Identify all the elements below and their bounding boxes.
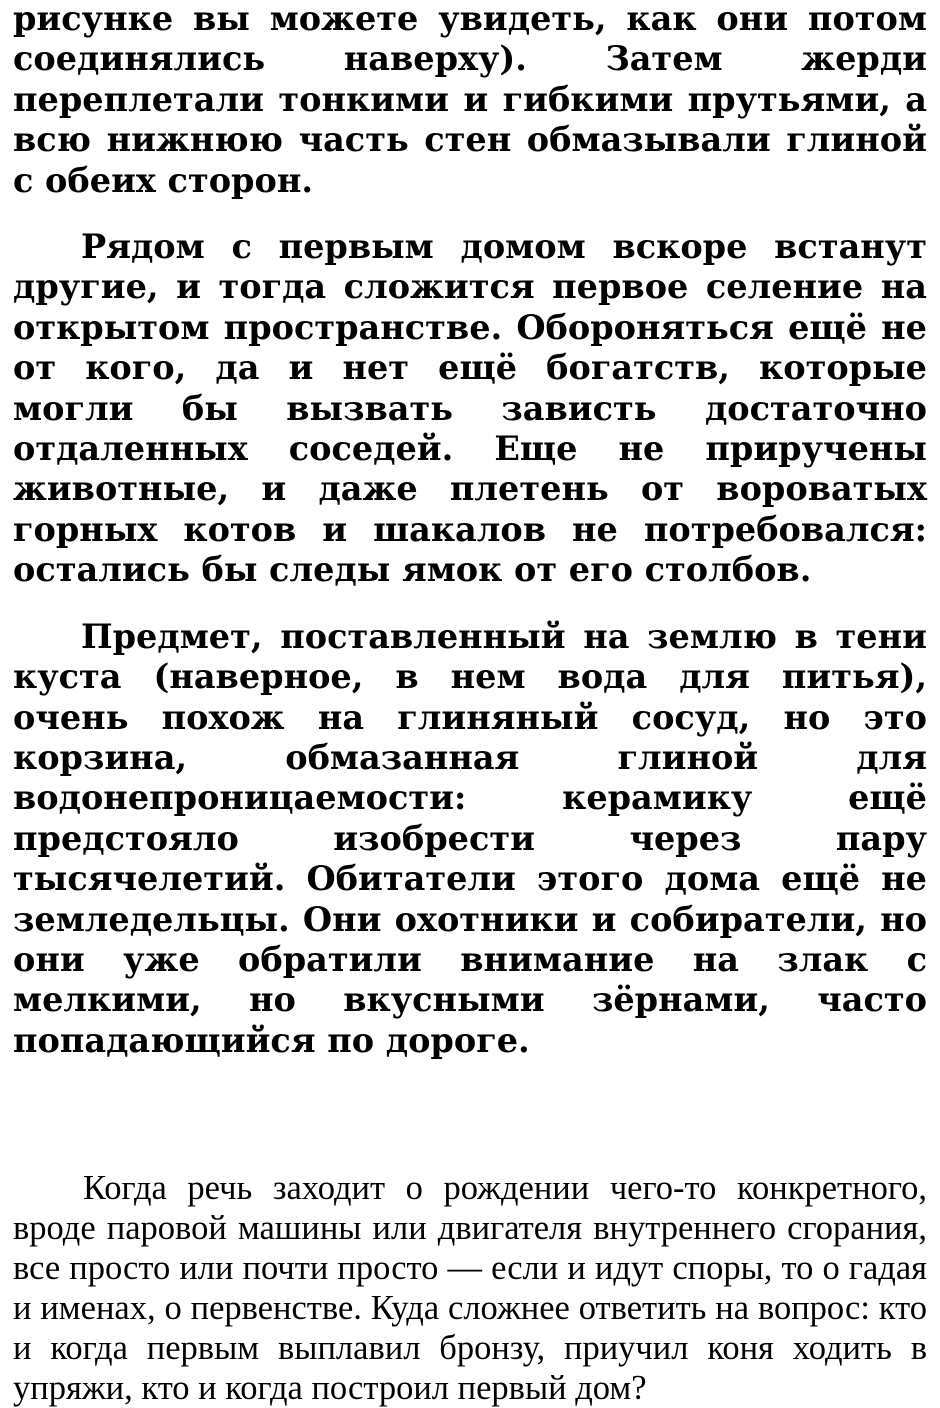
paragraph-2: Рядом с первым домом вскоре встанут другие, и тогда сложится первое селение на открытом пространстве. Обороняться ещё не от кого, да и нет ещё богатств, которые могли бы вызвать зависть достаточно отдаленных соседей. Еще не приручены животные, и даже плетень от вороватых горных котов и шакалов не потребовался: остались бы следы ямок от его столбов. [13, 227, 927, 590]
paragraph-1: рисунке вы можете увидеть, как они потом соединялись наверху). Затем жерди переплетали тонкими и гибкими прутьями, а всю нижнюю часть стен обмазывали глиной с обеих сторон. [13, 0, 927, 200]
document-page [13, 0, 927, 1408]
paragraph-4: Когда речь заходит о рождении чего-то конкретного, вроде паровой машины или двигателя внутреннего сгорания, все просто или почти просто — если и идут споры, то о гадая и именах, о первенстве. Куда сложнее ответить на вопрос: кто и когда первым выплавил бронзу, приучил коня ходить в упряжи, кто и когда построил первый дом? [13, 1169, 927, 1408]
paragraph-3: Предмет, поставленный на землю в тени куста (наверное, в нем вода для питья), очень похож на глиняный сосуд, но это корзина, обмазанная глиной для водонепроницаемости: керамику ещё предстояло изобрести через пару тысячелетий. Обитатели этого дома ещё не земледельцы. Они охотники и собиратели, но они уже обратили внимание на злак с мелкими, но вкусными зёрнами, часто попадающийся по дороге. [13, 616, 927, 1060]
